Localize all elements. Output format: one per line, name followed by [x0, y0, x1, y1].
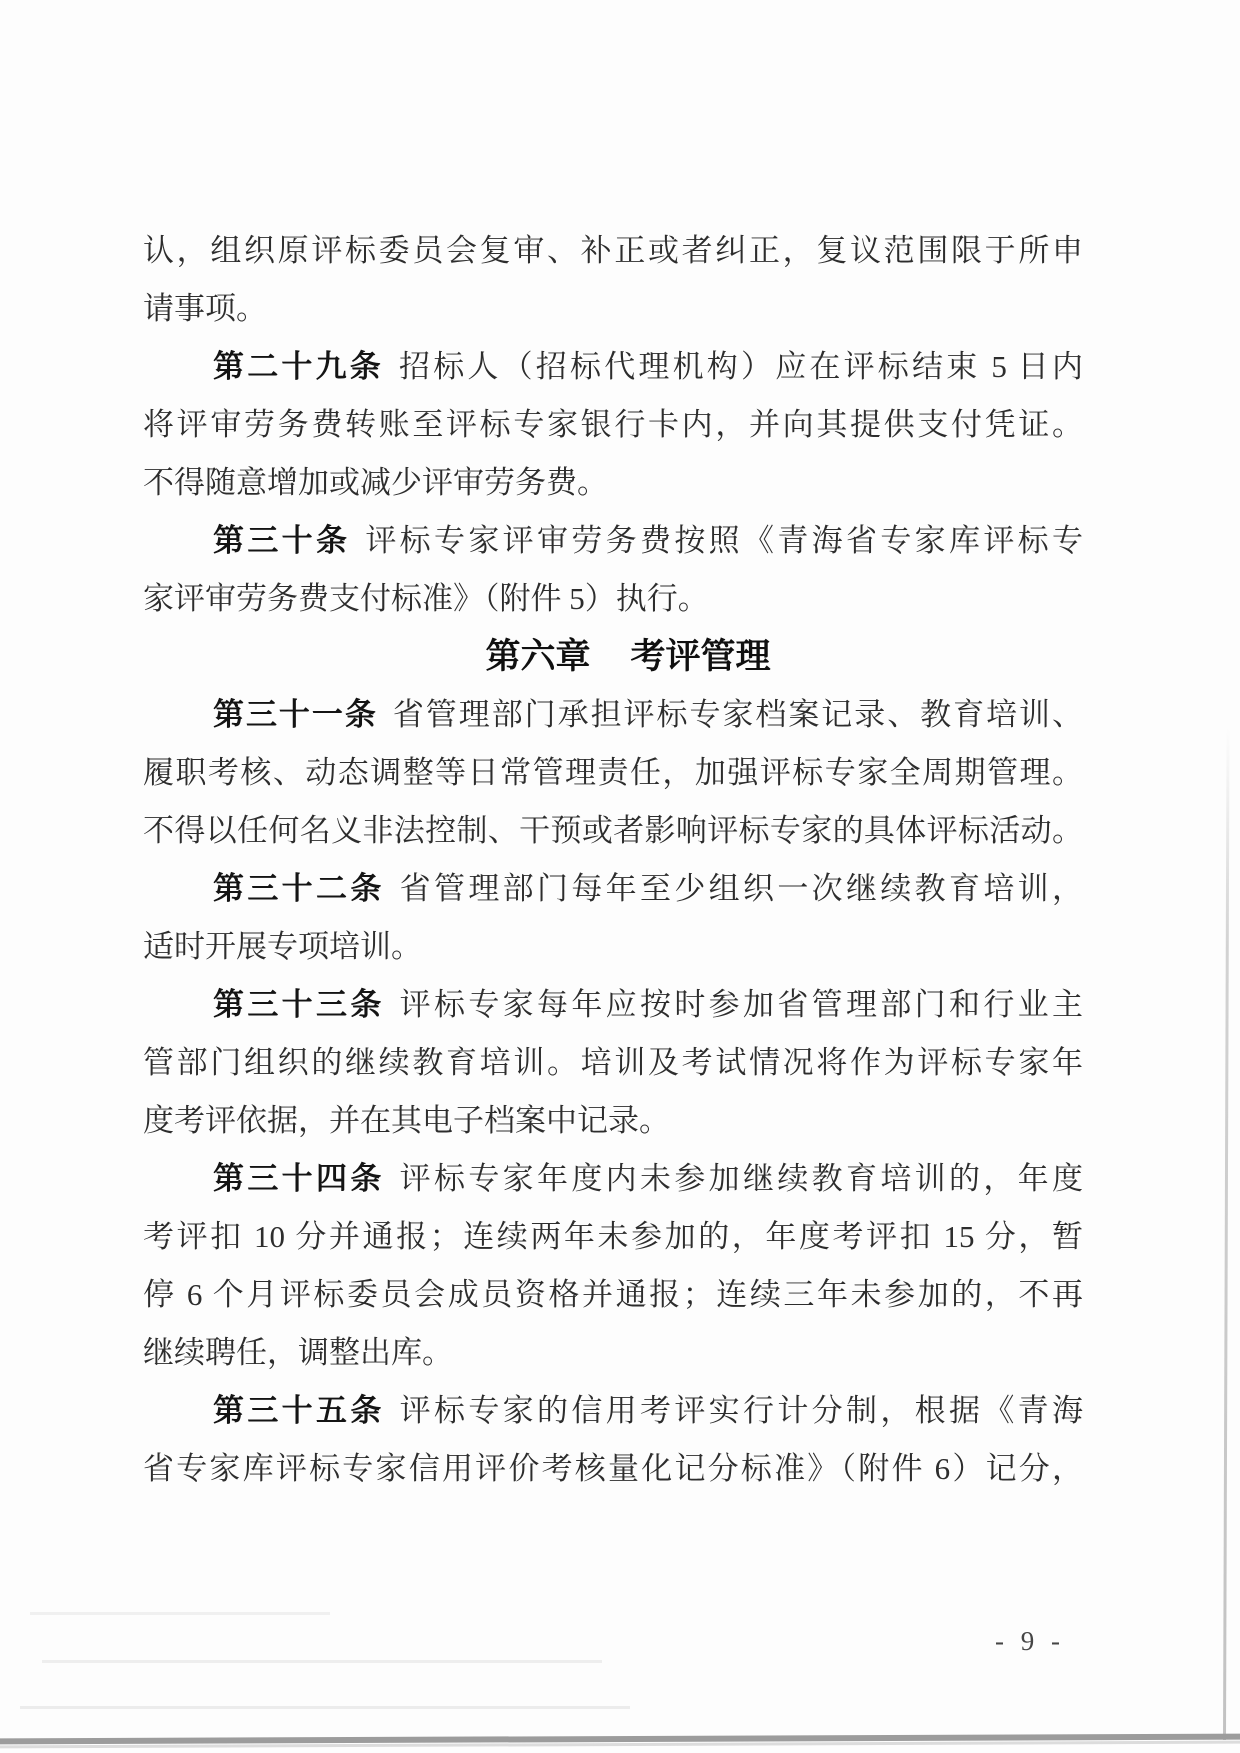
line-text: 不得以任何名义非法控制、干预或者影响评标专家的具体评标活动。 — [143, 813, 1083, 848]
article-number: 第三十五条 — [213, 1393, 385, 1428]
line-text: 停 6 个月评标委员会成员资格并通报；连续三年未参加的，不再 — [143, 1277, 1083, 1312]
line-text: 评标专家每年应按时参加省管理部门和行业主 — [399, 987, 1084, 1022]
line-text: 省管理部门承担评标专家档案记录、教育培训、 — [392, 697, 1084, 732]
line-text: 评标专家评审劳务费按照《青海省专家库评标专 — [365, 523, 1084, 558]
text-line — [143, 1092, 1083, 1150]
chapter-title: 考评管理 — [630, 637, 771, 676]
text-line — [143, 686, 1083, 744]
text-line — [143, 918, 1083, 976]
text-line — [143, 1150, 1083, 1208]
line-text: 请事项。 — [143, 291, 267, 326]
article-number: 第三十四条 — [213, 1161, 385, 1196]
document-body — [143, 222, 1083, 1498]
text-line — [143, 744, 1083, 802]
scan-right-edge-line — [1223, 728, 1230, 1740]
line-text: 评标专家年度内未参加继续教育培训的，年度 — [399, 1161, 1084, 1196]
line-text: 评标专家的信用考评实行计分制，根据《青海 — [399, 1393, 1084, 1428]
text-line — [143, 802, 1083, 860]
text-line — [143, 860, 1083, 918]
text-line — [143, 1324, 1083, 1382]
line-text: 履职考核、动态调整等日常管理责任，加强评标专家全周期管理。 — [143, 755, 1083, 790]
line-text: 不得随意增加或减少评审劳务费。 — [143, 465, 608, 500]
text-line — [143, 396, 1083, 454]
scan-streak — [30, 1612, 330, 1615]
text-line — [143, 1440, 1083, 1498]
chapter-heading — [143, 628, 1083, 686]
text-line — [143, 454, 1083, 512]
text-line — [143, 570, 1083, 628]
text-line — [143, 1208, 1083, 1266]
line-text: 考评扣 10 分并通报；连续两年未参加的，年度考评扣 15 分，暂 — [143, 1219, 1083, 1254]
scan-streak — [20, 1706, 630, 1709]
line-text: 继续聘任，调整出库。 — [143, 1335, 453, 1370]
line-text: 度考评依据，并在其电子档案中记录。 — [143, 1103, 670, 1138]
text-line — [143, 280, 1083, 338]
scan-streak — [42, 1660, 602, 1663]
text-line — [143, 512, 1083, 570]
text-line — [143, 338, 1083, 396]
article-number: 第三十一条 — [213, 697, 378, 732]
article-number: 第二十九条 — [213, 349, 384, 384]
line-text: 招标人（招标代理机构）应在评标结束 5 日内 — [399, 349, 1083, 384]
chapter-number: 第六章 — [485, 637, 591, 676]
page-number: - 9 - — [995, 1626, 1065, 1656]
article-number: 第三十二条 — [213, 871, 385, 906]
line-text: 认，组织原评标委员会复审、补正或者纠正，复议范围限于所申 — [143, 233, 1083, 268]
line-text: 将评审劳务费转账至评标专家银行卡内，并向其提供支付凭证。 — [143, 407, 1083, 442]
line-text: 省管理部门每年至少组织一次继续教育培训， — [399, 871, 1084, 906]
text-line — [143, 976, 1083, 1034]
article-number: 第三十三条 — [213, 987, 385, 1022]
article-number: 第三十条 — [213, 523, 351, 558]
line-text: 省专家库评标专家信用评价考核量化记分标准》（附件 6）记分， — [143, 1451, 1083, 1486]
text-line — [143, 1382, 1083, 1440]
text-line — [143, 222, 1083, 280]
text-line — [143, 1034, 1083, 1092]
line-text: 适时开展专项培训。 — [143, 929, 422, 964]
line-text: 管部门组织的继续教育培训。培训及考试情况将作为评标专家年 — [143, 1045, 1083, 1080]
line-text: 家评审劳务费支付标准》（附件 5）执行。 — [143, 581, 709, 616]
text-line — [143, 1266, 1083, 1324]
